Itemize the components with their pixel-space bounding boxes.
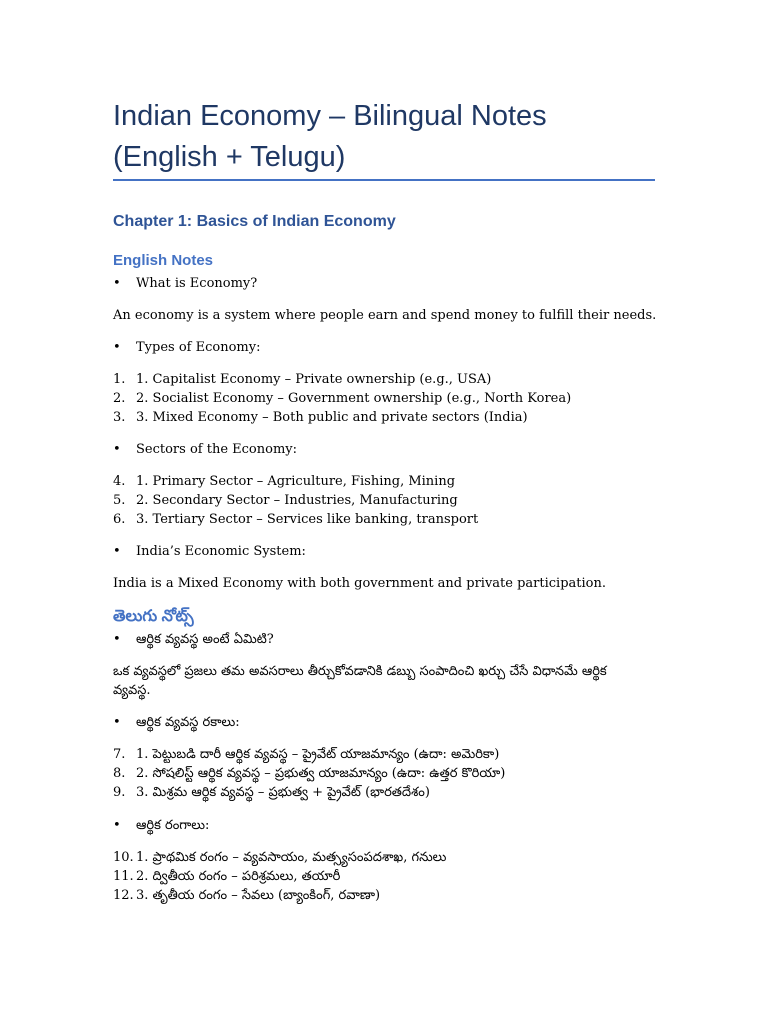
paragraph-economy-definition: An economy is a system where people earn and spend money to fulfill their needs. xyxy=(113,308,657,323)
title-line-2: (English + Telugu) xyxy=(113,141,346,173)
chapter-heading: Chapter 1: Basics of Indian Economy xyxy=(113,213,396,230)
telugu-notes-heading: తెలుగు నోట్స్ xyxy=(113,608,194,625)
paragraph-telugu-definition: ఒక వ్యవస్థలో ప్రజలు తమ అవసరాలు తీర్చుకోవడానికి డబ్బు సంపాదించి ఖర్చు చేసే విధానమే ఆర్థిక వ్యవస్థ. xyxy=(113,664,607,698)
paragraph-india-mixed-economy: India is a Mixed Economy with both government and private participation. xyxy=(113,576,606,591)
document-title xyxy=(113,96,673,178)
document-page: Indian Economy – Bilingual Notes (English + Telugu) Chapter 1: Basics of Indian Economy English Notes • What is Economy? An economy is a system where people earn and spend money to fulfill their needs. • Types of Economy: 1. 1. Capitalist Economy – Private ownership (e.g., USA) 2. 2. Socialist Economy – Government ownership (e.g., North Korea) 3. 3. Mixed Economy – Both public and private sectors (India) • Sectors of the Economy: 4. 1. Primary Sector – Agriculture, Fishing, Mining 5. 2. Secondary Sector – Industries, Manufacturing 6. 3. Tertiary Sector – Services like banking, transport • India’s Economic System: India is a Mixed Economy with both government and private participation. తెలుగు నోట్స్ • ఆర్థిక వ్యవస్థ అంటే ఏమిటి? ఒక వ్యవస్థలో ప్రజలు తమ అవసరాలు తీర్చుకోవడానికి డబ్బు సంపాదించి ఖర్చు చేసే విధానమే ఆర్థిక వ్యవస్థ. • ఆర్థిక వ్యవస్థ రకాలు: 7. 1. పెట్టుబడి దారీ ఆర్థిక వ్యవస్థ – ప్రైవేట్ యాజమాన్యం (ఉదా: అమెరికా) 8. 2. సోషలిస్ట్ ఆర్థిక వ్యవస్థ – ప్రభుత్వ యాజమాన్యం (ఉదా: ఉత్తర కొరియా) 9. 3. మిశ్రమ ఆర్థిక వ్యవస్థ – ప్రభుత్వ + ప్రైవేట్ (భారతదేశం) • ఆర్థిక రంగాలు: 10. 1. ప్రాథమిక రంగం – వ్యవసాయం, మత్స్యసంపదశాఖ, గనులు 11. 2. ద్వితీయ రంగం – పరిశ్రమలు, తయారీ 12. 3. తృతీయ రంగం – సేవలు (బ్యాంకింగ్, రవాణా) xyxy=(0,0,768,1024)
english-notes-heading: English Notes xyxy=(113,252,214,269)
title-line-1: Indian Economy – Bilingual Notes xyxy=(113,100,547,132)
title-underline xyxy=(113,179,655,181)
